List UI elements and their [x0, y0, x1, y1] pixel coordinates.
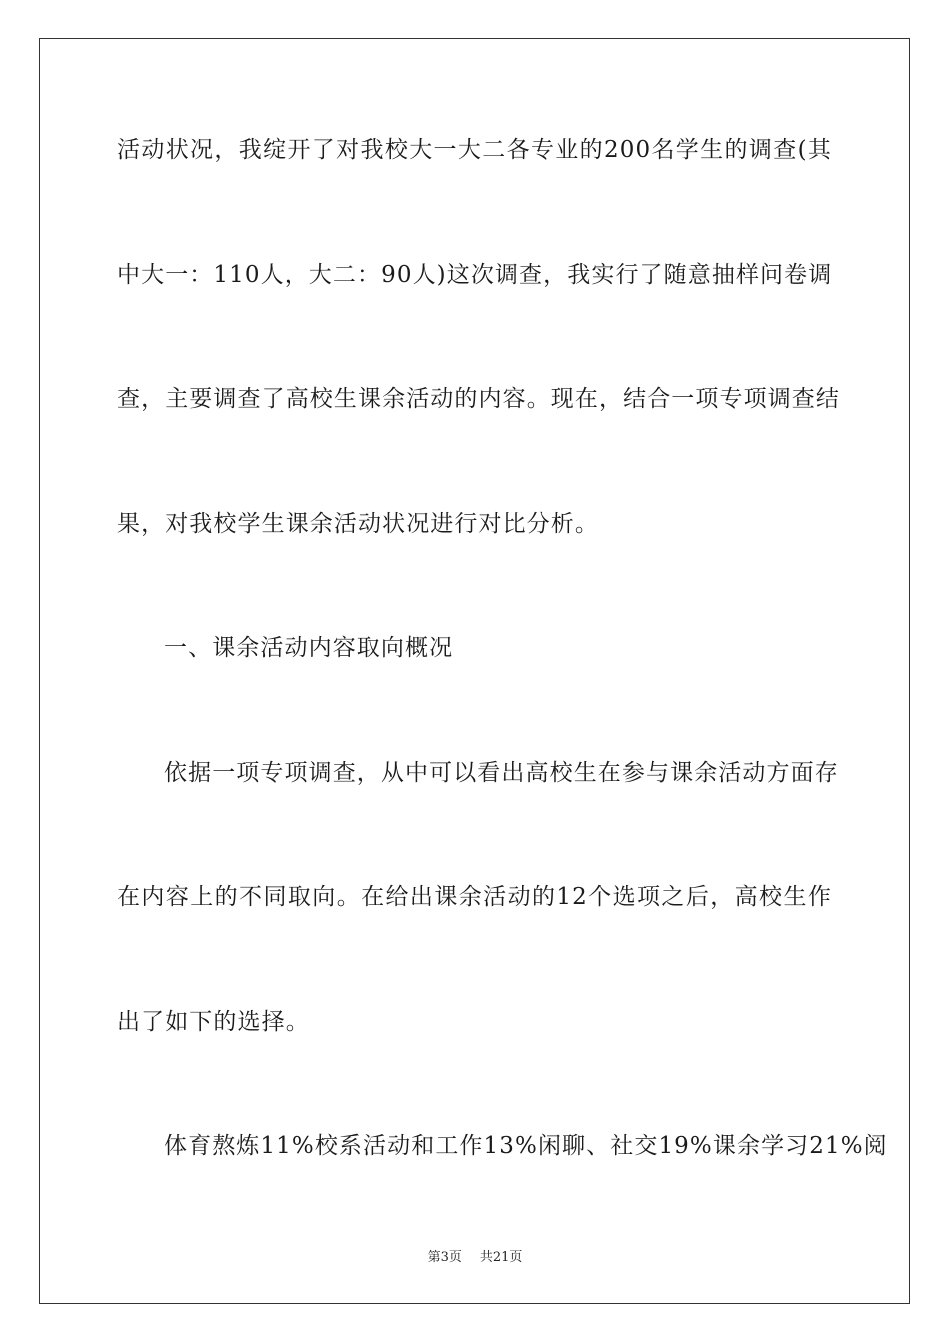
paragraph-line-6: 在内容上的不同取向。在给出课余活动的12个选项之后，高校生作 [117, 884, 832, 910]
paragraph-line-5: 依据一项专项调查，从中可以看出高校生在参与课余活动方面存 [164, 760, 839, 786]
page-total: 共21页 [479, 1250, 523, 1265]
paragraph-line-1: 活动状况，我绽开了对我校大一大二各专业的200名学生的调查(其 [117, 137, 832, 163]
paragraph-line-7: 出了如下的选择。 [117, 1009, 310, 1035]
page-footer [0, 1246, 950, 1265]
page-number: 第3页 [427, 1250, 462, 1265]
paragraph-line-3: 查，主要调查了高校生课余活动的内容。现在，结合一项专项调查结 [117, 386, 840, 412]
paragraph-line-4: 果，对我校学生课余活动状况进行对比分析。 [117, 511, 599, 537]
page-border [39, 38, 910, 1304]
paragraph-line-2: 中大一：110人，大二：90人)这次调查，我实行了随意抽样问卷调 [117, 262, 833, 288]
paragraph-line-8: 体育熬炼11%校系活动和工作13%闲聊、社交19%课余学习21%阅 [164, 1133, 888, 1159]
section-heading: 一、课余活动内容取向概况 [164, 635, 454, 661]
